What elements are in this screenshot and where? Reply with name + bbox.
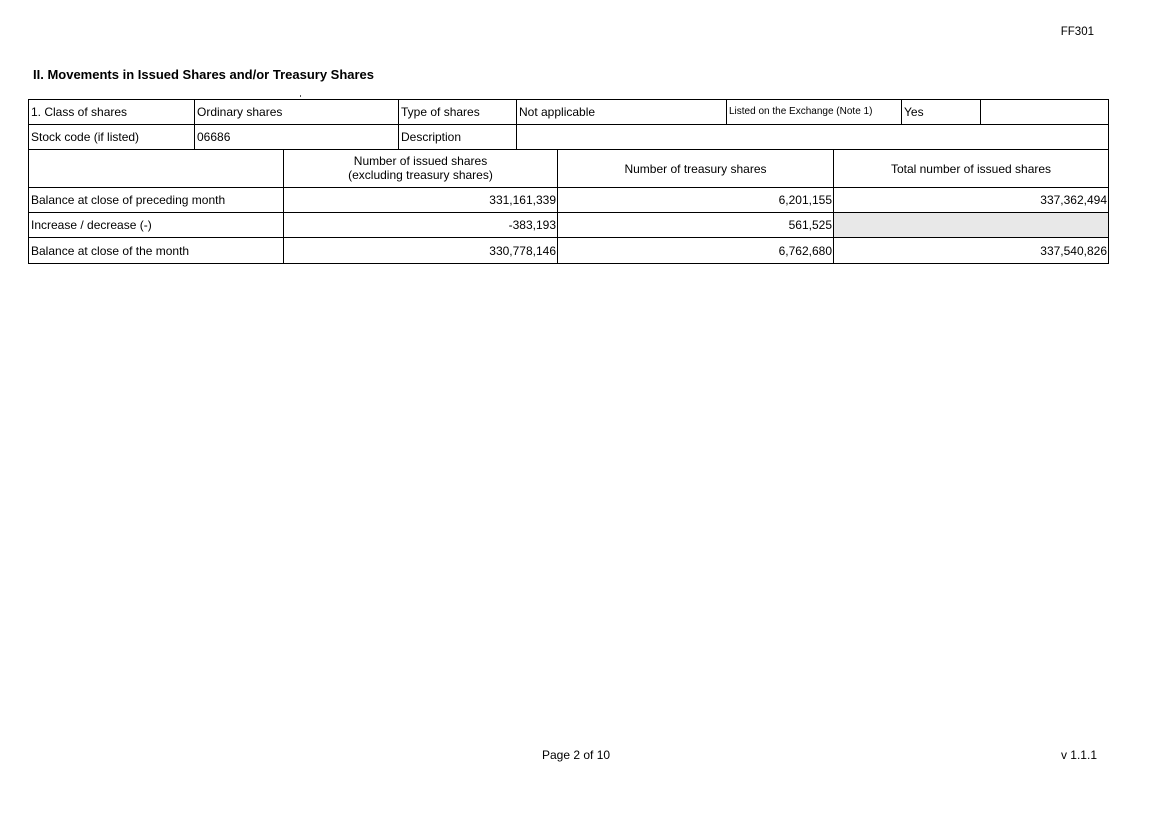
total-issued-shares-column-header: Total number of issued shares — [833, 149, 1109, 188]
blank-cell — [980, 99, 1109, 125]
issued-shares-value: -383,193 — [283, 212, 558, 238]
section-title: II. Movements in Issued Shares and/or Treasury Shares — [33, 67, 375, 82]
page-number: Page 2 of 10 — [542, 748, 611, 762]
tick-mark — [300, 95, 301, 97]
total-issued-shares-value: 337,362,494 — [833, 187, 1109, 213]
description-value — [516, 124, 1109, 150]
issued-shares-column-header: Number of issued shares (excluding treasury shares) — [283, 149, 558, 188]
class-of-shares-value: Ordinary shares — [194, 99, 399, 125]
total-issued-shares-value: 337,540,826 — [833, 237, 1109, 264]
treasury-shares-column-header: Number of treasury shares — [557, 149, 834, 188]
total-issued-shares-shaded-cell — [833, 212, 1109, 238]
class-of-shares-label: 1. Class of shares — [28, 99, 195, 125]
listed-on-exchange-label: Listed on the Exchange (Note 1) — [726, 99, 902, 125]
table-row-label: Increase / decrease (-) — [28, 212, 284, 238]
listed-on-exchange-value: Yes — [901, 99, 981, 125]
stock-code-label: Stock code (if listed) — [28, 124, 195, 150]
stock-code-value: 06686 — [194, 124, 399, 150]
treasury-shares-value: 6,201,155 — [557, 187, 834, 213]
type-of-shares-label: Type of shares — [398, 99, 517, 125]
version-label: v 1.1.1 — [1060, 748, 1097, 762]
header-blank-cell — [28, 149, 284, 188]
table-row-label: Balance at close of the month — [28, 237, 284, 264]
description-label: Description — [398, 124, 517, 150]
form-code: FF301 — [1060, 26, 1094, 38]
table-row-label: Balance at close of preceding month — [28, 187, 284, 213]
treasury-shares-value: 6,762,680 — [557, 237, 834, 264]
treasury-shares-value: 561,525 — [557, 212, 834, 238]
issued-shares-value: 330,778,146 — [283, 237, 558, 264]
type-of-shares-value: Not applicable — [516, 99, 727, 125]
issued-shares-value: 331,161,339 — [283, 187, 558, 213]
